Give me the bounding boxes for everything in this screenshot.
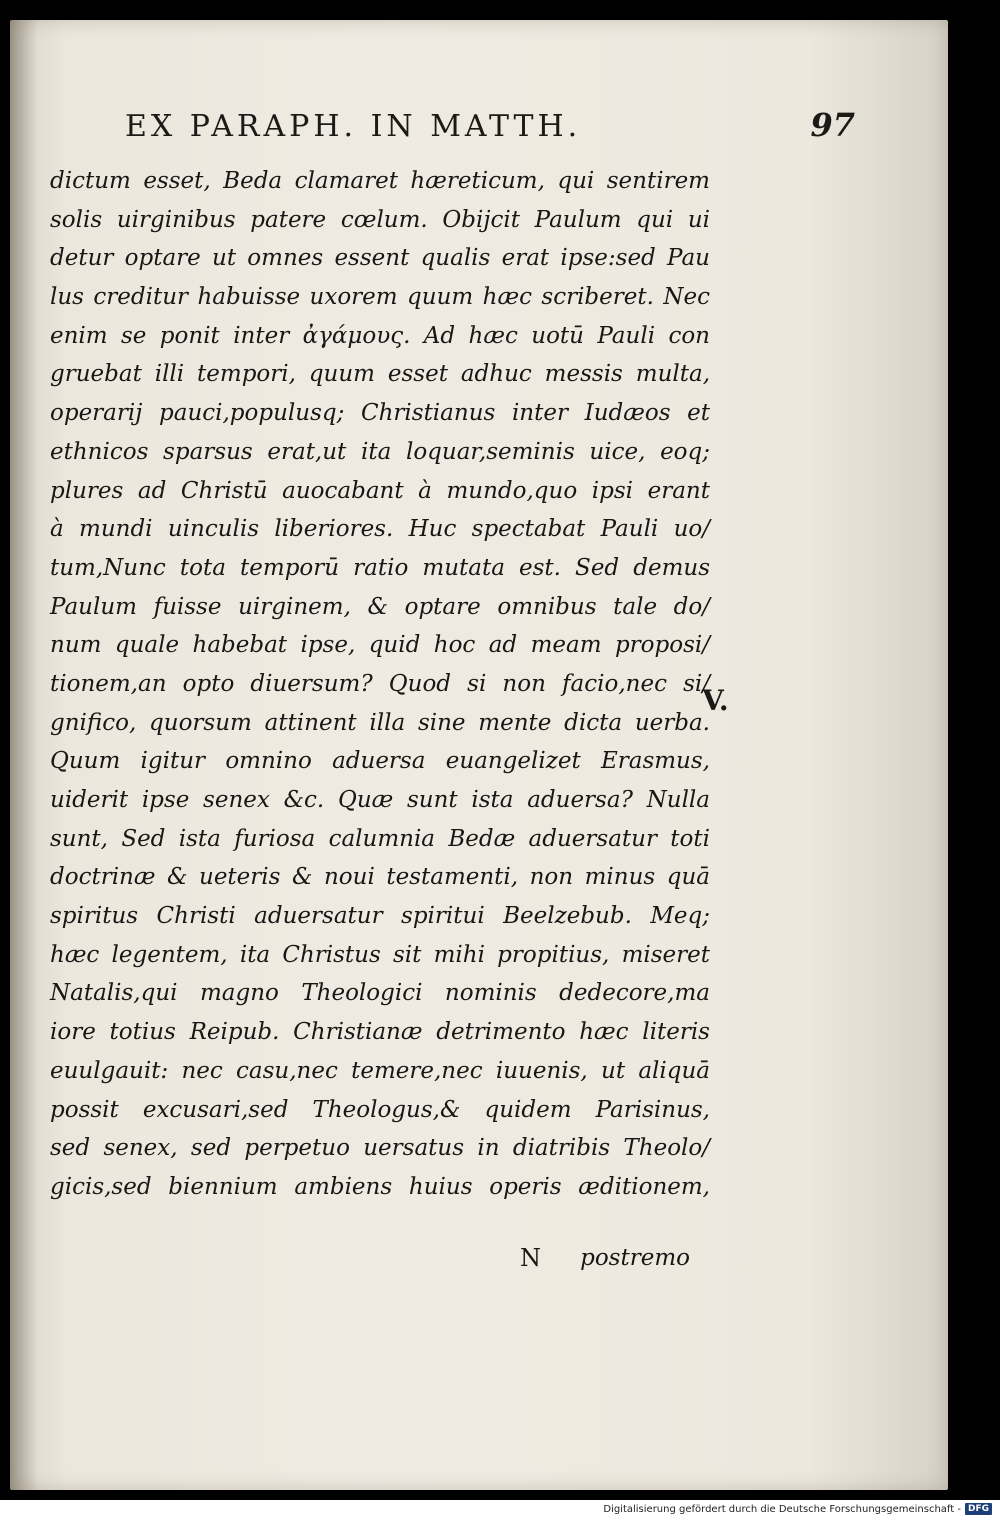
text-line: sed senex, sed perpetuo uersatus in diatribis Theolo/ [50, 1135, 710, 1162]
margin-note: V. [702, 684, 729, 717]
running-head: EX PARAPH. IN MATTH. [125, 109, 582, 144]
text-line: doctrinæ & ueteris & noui testamenti, non minus quā [50, 864, 710, 891]
text-line: gruebat illi tempori, quum esset adhuc messis multa, [50, 361, 710, 388]
page-gutter-shadow [10, 20, 38, 1490]
text-line: solis uirginibus patere cœlum. Obijcit Paulum qui ui [50, 206, 710, 233]
dfg-logo: DFG [965, 1503, 992, 1515]
page-header [125, 106, 855, 144]
folio-number: 97 [810, 106, 855, 144]
text-line: tum,Nunc tota temporū ratio mutata est. Sed demus [50, 554, 710, 581]
page-footer [50, 1239, 710, 1277]
book-page [10, 20, 948, 1490]
text-line: Quum igitur omnino aduersa euangelizet Erasmus, [50, 748, 710, 775]
text-line: à mundi uinculis liberiores. Huc spectabat Pauli uo/ [50, 516, 710, 543]
credit-text: Digitalisierung gefördert durch die Deutsche Forschungsgemeinschaft - [603, 1503, 961, 1515]
text-line: sunt, Sed ista furiosa calumnia Bedæ aduersatur toti [50, 825, 710, 852]
text-line: gnifico, quorsum attinent illa sine mente dicta uerba. [50, 709, 710, 736]
text-line: tionem,an opto diuersum? Quod si non facio,nec si/ [50, 670, 710, 697]
text-line: detur optare ut omnes essent qualis erat ipse:sed Pau [50, 245, 710, 272]
text-line: enim se ponit inter ἀγάμους. Ad hæc uotū Pauli con [50, 322, 710, 349]
text-line: ethnicos sparsus erat,ut ita loquar,seminis uice, eoq; [50, 438, 710, 465]
text-line: operarij pauci,populusq; Christianus inter Iudæos et [50, 400, 710, 427]
signature-mark: N [520, 1244, 541, 1272]
text-line: possit excusari,sed Theologus,& quidem Parisinus, [50, 1096, 710, 1123]
text-line: hæc legentem, ita Christus sit mihi propitius, miseret [50, 941, 710, 968]
text-line: Paulum fuisse uirginem, & optare omnibus tale do/ [50, 593, 710, 620]
text-line: euulgauit: nec casu,nec temere,nec iuuenis, ut aliquā [50, 1057, 710, 1084]
text-line: Natalis,qui magno Theologici nominis dedecore,ma [50, 980, 710, 1007]
text-line: dictum esset, Beda clamaret hæreticum, qui sentirem [50, 168, 710, 194]
text-block [50, 162, 710, 1207]
text-line: num quale habebat ipse, quid hoc ad meam proposi/ [50, 632, 710, 659]
catchword: postremo [580, 1245, 690, 1271]
text-line: lus creditur habuisse uxorem quum hæc scriberet. Nec [50, 284, 710, 311]
digitization-credit [603, 1503, 992, 1515]
text-line: plures ad Christū auocabant à mundo,quo ipsi erant [50, 477, 710, 504]
text-line: gicis,sed biennium ambiens huius operis æditionem, [50, 1173, 710, 1200]
text-line: uiderit ipse senex &c. Quæ sunt ista aduersa? Nulla [50, 787, 710, 813]
text-line: iore totius Reipub. Christianæ detrimento hæc literis [50, 1019, 710, 1046]
text-line: spiritus Christi aduersatur spiritui Beelzebub. Meq; [50, 903, 710, 930]
